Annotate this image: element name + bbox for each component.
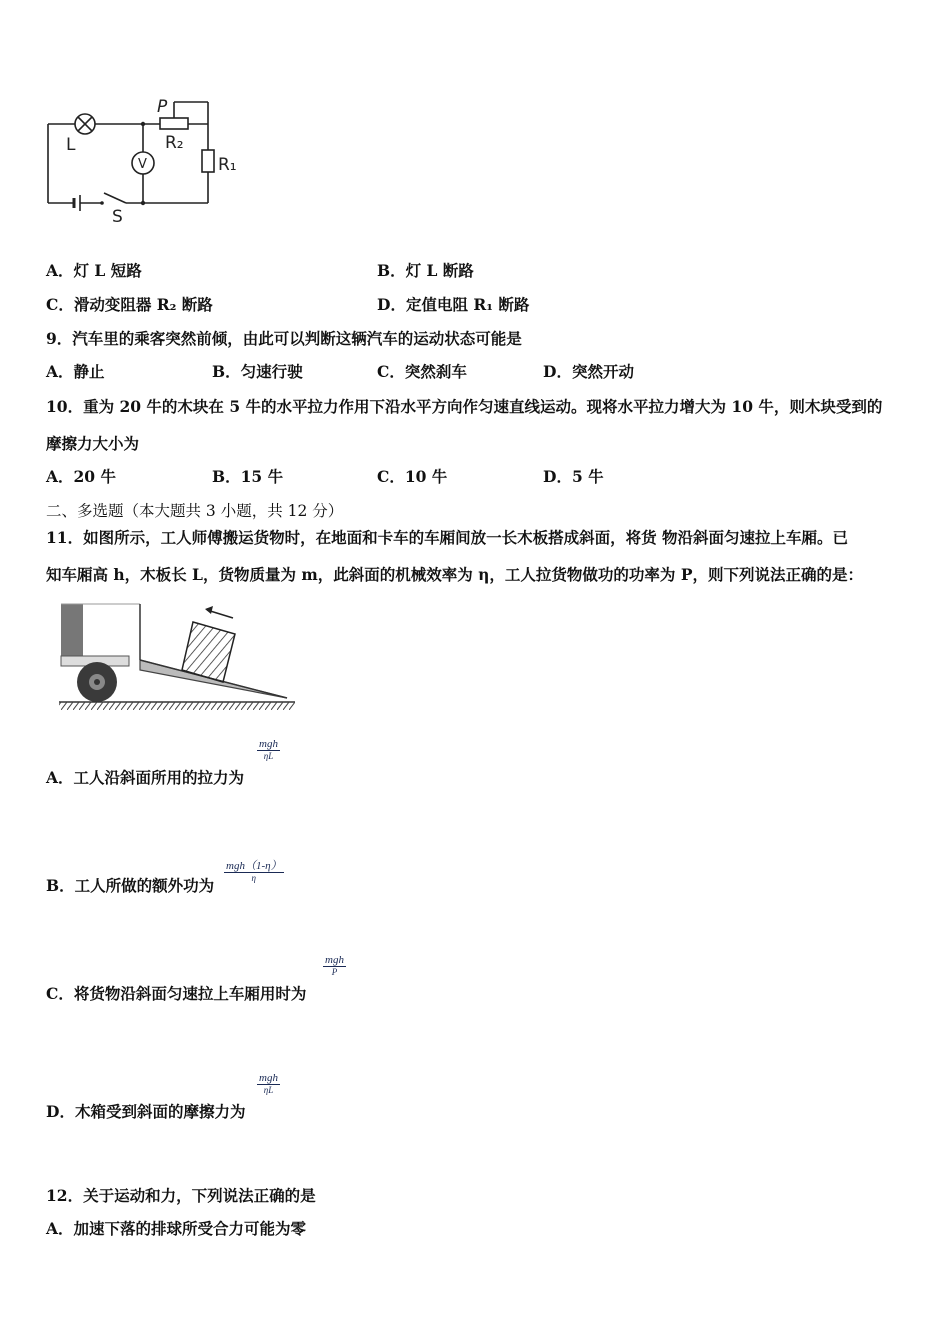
q10-option-b: B．15 牛 xyxy=(212,467,284,486)
q10-stem-line2: 摩擦力大小为 xyxy=(46,434,140,453)
label-p: P xyxy=(157,97,168,117)
q11-fraction-c: mgh P xyxy=(325,954,344,977)
q11-option-d: D．木箱受到斜面的摩擦力为 xyxy=(46,1102,246,1121)
rheostat-icon xyxy=(160,118,188,129)
q9-option-d: D．突然开动 xyxy=(543,362,634,381)
label-r2: R₂ xyxy=(165,133,184,153)
q11-fraction-a: mgh ηL xyxy=(259,738,278,761)
q10-stem-line1: 10．重为 20 牛的木块在 5 牛的水平拉力作用下沿水平方向作匀速直线运动。现将水平拉力增大为 10 牛，则木块受到的 xyxy=(46,397,883,416)
q8-option-c: C．滑动变阻器 R₂ 断路 xyxy=(46,295,213,314)
q10-option-a: A．20 牛 xyxy=(46,467,116,486)
truck-ramp-figure xyxy=(55,598,300,718)
q11-fraction-b: mgh（1-η） η xyxy=(226,860,282,883)
q8-option-d: D．定值电阻 R₁ 断路 xyxy=(377,295,530,314)
q10-option-d: D．5 牛 xyxy=(543,467,604,486)
q12-option-a: A．加速下落的排球所受合力可能为零 xyxy=(46,1219,307,1238)
label-s: S xyxy=(112,207,123,227)
q11-option-a: A．工人沿斜面所用的拉力为 xyxy=(46,768,245,787)
q11-option-c: C．将货物沿斜面匀速拉上车厢用时为 xyxy=(46,984,307,1003)
q9-option-a: A．静止 xyxy=(46,362,105,381)
label-v: V xyxy=(138,157,147,172)
section-heading: 二、多选题（本大题共 3 小题，共 12 分） xyxy=(46,502,344,520)
label-r1: R₁ xyxy=(218,155,237,175)
q10-option-c: C．10 牛 xyxy=(377,467,448,486)
q9-option-c: C．突然刹车 xyxy=(377,362,467,381)
q9-stem: 9．汽车里的乘客突然前倾，由此可以判断这辆汽车的运动状态可能是 xyxy=(46,329,522,348)
q9-option-b: B．匀速行驶 xyxy=(212,362,303,381)
q11-fraction-d: mgh ηL xyxy=(259,1072,278,1095)
q8-option-a: A．灯 L 短路 xyxy=(46,261,142,280)
q12-stem: 12．关于运动和力，下列说法正确的是 xyxy=(46,1186,316,1205)
label-l: L xyxy=(66,135,76,155)
q8-option-b: B．灯 L 断路 xyxy=(377,261,474,280)
q11-stem-line2: 知车厢高 h，木板长 L，货物质量为 m，此斜面的机械效率为 η，工人拉货物做功的功率为 P，则下列说法正确的是： xyxy=(46,565,863,584)
q11-option-b: B．工人所做的额外功为 xyxy=(46,876,215,895)
circuit-diagram xyxy=(40,95,260,230)
resistor-r1-icon xyxy=(202,150,214,172)
q11-stem-line1: 11．如图所示，工人师傅搬运货物时，在地面和卡车的车厢间放一长木板搭成斜面，将货 物沿斜面匀速拉上车厢。已 xyxy=(46,528,848,547)
